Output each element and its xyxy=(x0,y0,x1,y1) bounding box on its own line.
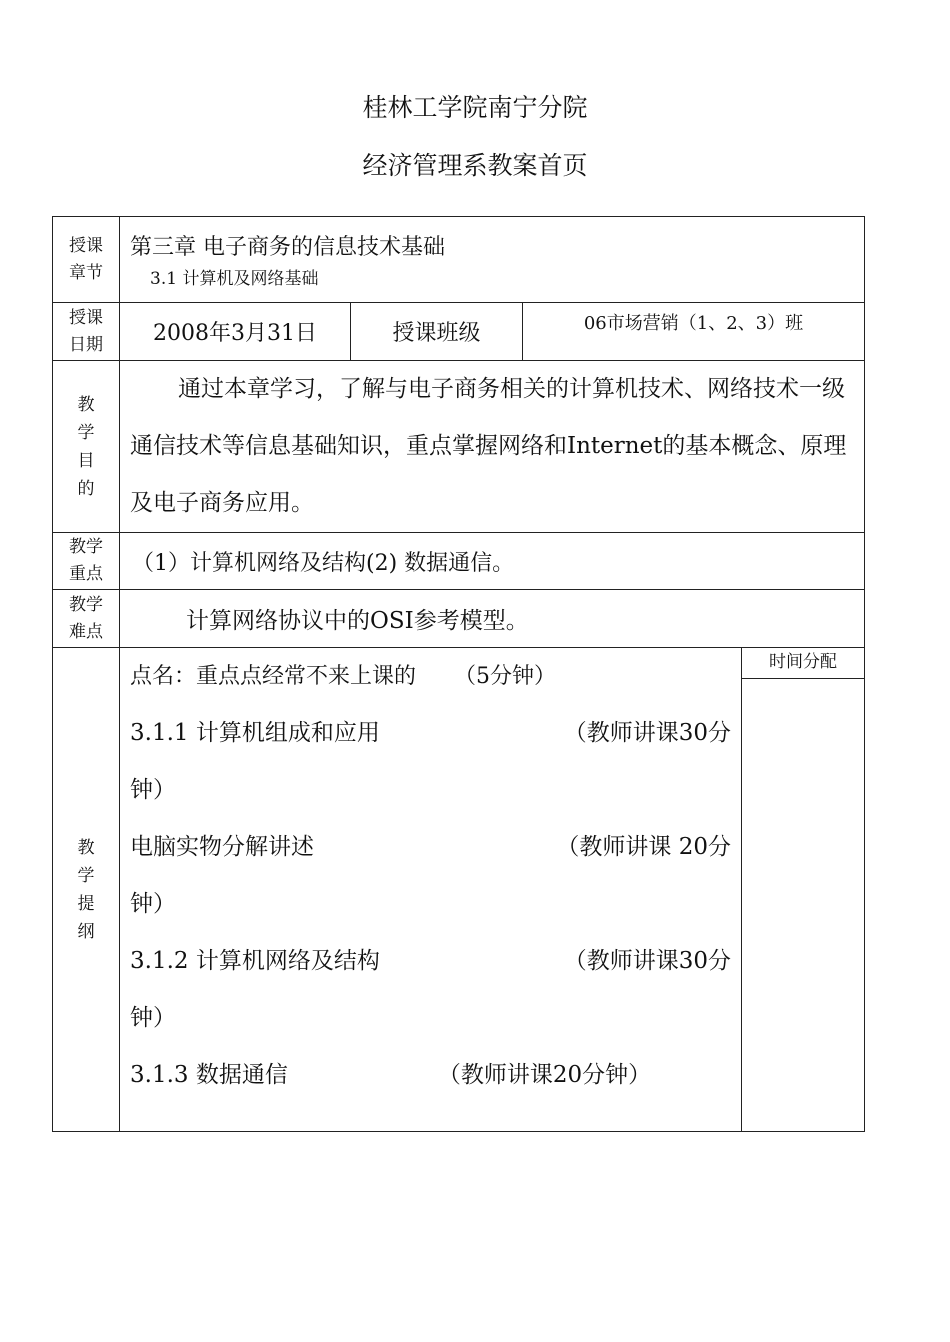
key-label: 教学 重点 xyxy=(53,533,120,590)
difficulty-label: 教学 难点 xyxy=(53,590,120,648)
time-allocation-header: 时间分配 xyxy=(742,648,864,679)
outline-line: 点名：重点点经常不来上课的 （5分钟） xyxy=(130,664,557,689)
key-text: （1）计算机网络及结构(2) 数据通信。 xyxy=(120,533,865,590)
outline-line: 3.1.3 数据通信 （教师讲课20分钟） xyxy=(130,1062,652,1088)
goal-text: 通过本章学习，了解与电子商务相关的计算机技术、网络技术一级通信技术等信息基础知识，重点掌握网络和Internet的基本概念、原理及电子商务应用。 xyxy=(120,361,865,533)
lesson-plan-table xyxy=(52,216,865,1132)
outline-label: 教 学 提 纲 xyxy=(53,648,120,1132)
class-label: 授课班级 xyxy=(351,303,523,361)
document-title: 经济管理系教案首页 xyxy=(362,151,588,180)
outline-line: 钟） xyxy=(130,1005,176,1031)
outline-line: 钟） xyxy=(130,777,176,803)
outline-line: 3.1.1 计算机组成和应用 （教师讲课30分 xyxy=(130,720,731,746)
section-title: 3.1 计算机及网络基础 xyxy=(150,269,319,289)
school-name: 桂林工学院南宁分院 xyxy=(362,93,588,122)
date-value: 2008年3月31日 xyxy=(120,303,351,361)
chapter-title: 第三章 电子商务的信息技术基础 xyxy=(130,235,445,260)
date-label: 授课 日期 xyxy=(53,303,120,361)
difficulty-text: 计算网络协议中的OSI参考模型。 xyxy=(120,590,865,648)
outline-line: 电脑实物分解讲述 （教师讲课 20分 xyxy=(130,834,731,860)
outline-cell xyxy=(120,648,742,1132)
class-value: 06市场营销（1、2、3）班 xyxy=(523,303,865,361)
time-allocation-cell xyxy=(742,648,865,1132)
chapter-label: 授课 章节 xyxy=(53,217,120,303)
chapter-cell xyxy=(120,217,865,303)
outline-line: 3.1.2 计算机网络及结构 （教师讲课30分 xyxy=(130,948,731,974)
outline-line: 钟） xyxy=(130,891,176,917)
goal-label: 教 学 目 的 xyxy=(53,361,120,533)
